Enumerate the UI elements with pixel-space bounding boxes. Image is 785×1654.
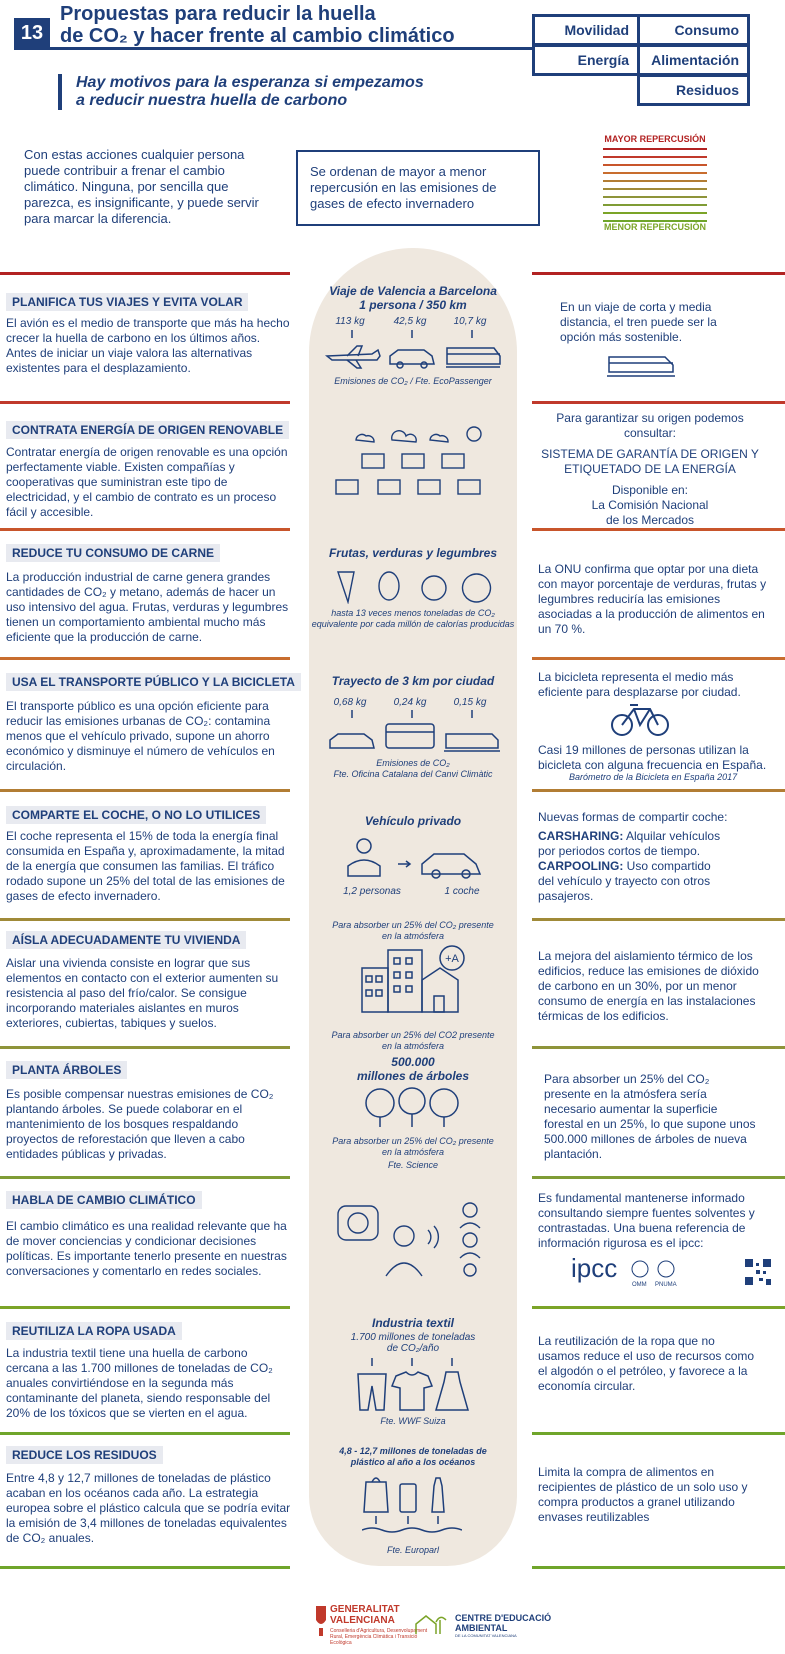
scale-line [603, 212, 707, 214]
section-body-arboles: Es posible compensar nuestras emisiones de CO₂ plantando árboles. Se puede colaborar en el mantenimiento de los bosques respaldando proyectos de reforestación que lleven a cabo entidades públicas y privadas. [6, 1087, 274, 1161]
section-body-clima: El cambio climático es una realidad relevante que ha de mover conciencias y condicionar decisiones políticas. Es importante tenerlo presente en nuestras conversaciones y comentarlo en redes sociales. [6, 1219, 287, 1278]
right-text-transporte-2: Casi 19 millones de personas utilizan la bicicleta con alguna frecuencia en España. [538, 743, 767, 772]
right-note-transporte: Barómetro de la Bicicleta en España 2017 [569, 772, 738, 782]
section-divider [532, 918, 785, 921]
gv-crest-icon [314, 1606, 328, 1636]
section-divider [532, 1046, 785, 1049]
cea-logo-icon [412, 1612, 452, 1636]
section-divider [0, 401, 290, 404]
carsharing-label: CARSHARING: [538, 829, 624, 843]
center-title-ropa: Industria textil [371, 1316, 454, 1330]
vegetables-icon [334, 566, 494, 604]
clothes-icon [352, 1358, 472, 1412]
right-text-transporte-1: La bicicleta representa el medio más eficiente para desplazarse por ciudad. [538, 670, 741, 699]
solar-panels-icon [322, 418, 502, 508]
section-divider [0, 918, 290, 921]
category-alimentacion: Alimentación [637, 44, 750, 76]
section-divider [532, 401, 785, 404]
title-line-1: Propuestas para reducir la huella [60, 3, 376, 25]
center-note-viajes: Emisiones de CO₂ / Fte. EcoPassenger [334, 376, 492, 386]
page-title [60, 3, 500, 47]
right-text-carne: La ONU confirma que optar por una dieta con mayor porcentaje de verduras, frutas y legumbres reduciría las emisiones asociadas a la producción de alimentos en un 70 %. [538, 562, 767, 636]
legend-bottom-label: MENOR REPERCUSIÓN [603, 222, 706, 232]
center-note-ropa: Fte. WWF Suiza [380, 1416, 446, 1426]
train-icon [607, 354, 677, 378]
section-head-ropa: REUTILIZA LA ROPA USADA [6, 1322, 182, 1340]
section-head-arboles: PLANTA ÁRBOLES [6, 1061, 127, 1079]
right-text-vivienda: La mejora del aislamiento térmico de los edificios, reduce las emisiones de dióxido de carbono en un 30%, por un menor consumo de energía en las instalaciones térmicas de los edificios. [538, 949, 759, 1023]
scale-line [603, 196, 707, 198]
un-logos-icon [630, 1258, 690, 1280]
section-divider [0, 1432, 290, 1435]
section-head-vivienda: AÍSLA ADECUADAMENTE TU VIVIENDA [6, 931, 246, 949]
section-head-clima: HABLA DE CAMBIO CLIMÁTICO [6, 1191, 202, 1209]
gv-logo-text: GENERALITAT VALENCIANA [330, 1604, 400, 1626]
transport-icons [322, 330, 502, 370]
right-text-energia-2: SISTEMA DE GARANTÍA DE ORIGEN Y ETIQUETADO DE LA ENERGÍA [541, 447, 759, 476]
section-head-carne: REDUCE TU CONSUMO DE CARNE [6, 544, 220, 562]
center-note-carne: hasta 13 veces menos toneladas de CO₂ equivalente por cada millón de calorías producidas [311, 608, 515, 629]
center-note-transporte: Emisiones de CO₂ Fte. Oficina Catalana del Canvi Climàtic [333, 758, 493, 779]
section-divider [532, 528, 785, 531]
omm-logo: OMM [632, 1282, 647, 1288]
trees-icon [362, 1087, 462, 1127]
center-title-viajes: Viaje de Valencia a Barcelona 1 persona / 350 km [329, 284, 497, 312]
building-icon [358, 944, 468, 1014]
carpooling-text: Uso compartido del vehículo y trayecto con otros pasajeros. [538, 859, 711, 903]
title-rule [14, 47, 534, 50]
right-text-energia-1: Para garantizar su origen podemos consultar: [556, 411, 744, 440]
section-divider [532, 789, 785, 792]
section-body-ropa: La industria textil tiene una huella de carbono cercana a las 1.700 millones de toneladas de CO₂ anuales convirtiéndose en la segunda más contaminante del planeta, siendo responsable del 20% de los tóxicos que se vierten en el agua. [6, 1346, 273, 1420]
qr-code-icon [745, 1259, 771, 1285]
right-text-clima: Es fundamental mantenerse informado consultando siempre fuentes solventes y contrastadas. Una buena referencia de información rigurosa es el ipcc: [538, 1191, 755, 1250]
category-energia: Energía [532, 44, 640, 76]
scale-line [603, 180, 707, 182]
value-plane: 113 kg [335, 316, 365, 327]
section-divider [0, 1046, 290, 1049]
center-note-residuos: Fte. Europarl [386, 1545, 440, 1555]
section-divider [0, 272, 290, 275]
right-text-ropa: La reutilización de la ropa que no usamos reduce el uso de recursos como el algodón o el petróleo, y favorece a la economía circular. [538, 1334, 755, 1393]
pnuma-logo: PNUMA [655, 1282, 677, 1288]
section-body-energia: Contratar energía de origen renovable es una opción perfectamente viable. Existen compañías y cooperativas que suministran este tipo de electricidad, y el cambio de contrato es un proceso fácil y accesible. [6, 445, 288, 519]
plastic-waste-icon [362, 1472, 462, 1536]
center-title-arboles-3: Para absorber un 25% del CO₂ presente en la atmósfera [332, 1136, 494, 1157]
subtitle [58, 74, 478, 110]
section-body-transporte: El transporte público es una opción eficiente para reducir las emisiones urbanas de CO₂: contamina menos que el vehículo privado, supone un ahorro económico y disminuye el número de vehículos en circulación. [6, 699, 275, 773]
communication-icon [334, 1198, 494, 1284]
scale-line [603, 172, 707, 174]
center-title-residuos: 4,8 - 12,7 millones de toneladas de plástico al año a los océanos [339, 1446, 487, 1467]
section-head-transporte: USA EL TRANSPORTE PÚBLICO Y LA BICICLETA [6, 673, 301, 691]
section-body-viajes: El avión es el medio de transporte que más ha hecho crecer la huella de carbono en los últimos años. Antes de iniciar un viaje valora las alternativas existentes para el desplazamiento. [6, 316, 290, 375]
intro-box: Se ordenan de mayor a menor repercusión en las emisiones de gases de efecto invernadero [296, 150, 540, 226]
ipcc-logo: ipcc [571, 1253, 618, 1283]
gv-logo-subtext: Conselleria d'Agricultura, Desenvolupament Rural, Emergència Climàtica i Transició Ecològica [330, 1628, 428, 1646]
section-number: 13 [14, 18, 50, 48]
subtitle-line-1: Hay motivos para la esperanza si empezamos [76, 74, 424, 91]
scale-line [603, 156, 707, 158]
carsharing-text: Alquilar vehículos por periodos cortos de tiempo. [538, 829, 721, 858]
right-text-energia-3: Disponible en: La Comisión Nacional de los Mercados [591, 483, 709, 527]
section-head-viajes: PLANIFICA TUS VIAJES Y EVITA VOLAR [6, 293, 248, 311]
section-head-energia: CONTRATA ENERGÍA DE ORIGEN RENOVABLE [6, 421, 289, 439]
section-body-residuos: Entre 4,8 y 12,7 millones de toneladas de plástico acaban en los océanos cada año. La estrategia europea sobre el plástico calcula que se podría evitar la emisión de 3,4 millones de toneladas equivalentes de CO₂ anuales. [6, 1471, 291, 1545]
section-divider [0, 789, 290, 792]
section-divider [0, 1566, 290, 1569]
center-title-arboles-2: 500.000 millones de árboles [356, 1055, 470, 1083]
section-divider [532, 657, 785, 660]
section-head-coche: COMPARTE EL COCHE, O NO LO UTILICES [6, 806, 266, 824]
category-movilidad: Movilidad [532, 14, 640, 46]
category-residuos: Residuos [637, 74, 750, 106]
section-divider [532, 1176, 785, 1179]
cea-logo-subtext: DE LA COMUNITAT VALENCIANA [455, 1633, 517, 1638]
right-text-residuos: Limita la compra de alimentos en recipientes de plástico de un solo uso y compra productos a granel utilizando envases reutilizables [538, 1465, 748, 1524]
car-sharing-icon [340, 836, 490, 880]
right-text-coche-1: Nuevas formas de compartir coche: [538, 810, 728, 824]
section-divider [0, 1176, 290, 1179]
right-text-coche-3 [538, 859, 728, 904]
section-divider [0, 1306, 290, 1309]
section-divider [0, 528, 290, 531]
value-cars: 1 coche [444, 886, 480, 897]
center-title-vivienda: Para absorber un 25% del CO₂ presente en la atmósfera [332, 920, 494, 941]
value-bus: 0,24 kg [393, 697, 427, 708]
right-text-viajes: En un viaje de corta y media distancia, el tren puede ser la opción más sostenible. [560, 300, 717, 344]
section-divider [532, 1306, 785, 1309]
title-line-2: de CO₂ y hacer frente al cambio climático [60, 25, 455, 47]
value-train: 10,7 kg [453, 316, 487, 327]
center-title-carne: Frutas, verduras y legumbres [328, 546, 498, 560]
center-title-arboles-1: Para absorber un 25% del CO2 presente en la atmósfera [331, 1030, 495, 1051]
right-text-coche-2 [538, 829, 728, 859]
legend-top-label: MAYOR REPERCUSIÓN [604, 134, 706, 144]
carpooling-label: CARPOOLING: [538, 859, 624, 873]
center-note-arboles: Fte. Science [387, 1160, 439, 1170]
center-title-transporte: Trayecto de 3 km por ciudad [331, 674, 495, 688]
section-divider [532, 1432, 785, 1435]
center-sub-ropa: 1.700 millones de toneladas de CO₂/año [350, 1332, 476, 1354]
scale-line [603, 188, 707, 190]
value-car-city: 0,68 kg [333, 697, 367, 708]
section-body-vivienda: Aislar una vivienda consiste en lograr que sus elementos en contacto con el exterior aumenten su resistencia al paso del frío/calor. Se consigue incorporando materiales aislantes en muros exteriores, cubiertas, tabiques y suelos. [6, 956, 279, 1030]
section-body-coche: El coche representa el 15% de toda la energía final consumida en España y, aproximadamente, la mitad de la energía que consumen las familias. El tráfico rodado supone un 25% del total de las emisiones de gases de efecto invernadero. [6, 829, 285, 903]
value-tram: 0,15 kg [453, 697, 487, 708]
bicycle-icon [610, 703, 670, 737]
section-divider [532, 272, 785, 275]
section-body-carne: La producción industrial de carne genera grandes cantidades de CO₂ y metano, además de hacer un uso intensivo del agua. Frutas, verduras y legumbres tienen un comportamiento ambiental mucho más eficiente que la producción de carne. [6, 570, 289, 644]
section-divider [0, 657, 290, 660]
right-text-arboles: Para absorber un 25% del CO₂ presente en la atmósfera sería necesario aumentar la superficie forestal en un 25%, lo que supone unos 500.000 millones de árboles de nueva plantación. [544, 1072, 756, 1161]
value-car: 42,5 kg [393, 316, 427, 327]
section-divider [532, 1566, 785, 1569]
section-head-residuos: REDUCE LOS RESIDUOS [6, 1446, 163, 1464]
cea-logo-text: CENTRE D'EDUCACIÓ AMBIENTAL [455, 1613, 552, 1633]
scale-line [603, 148, 707, 150]
subtitle-line-2: a reducir nuestra huella de carbono [76, 92, 348, 109]
center-title-coche: Vehículo privado [364, 814, 462, 828]
city-transport-icons [322, 710, 502, 754]
efficiency-badge: +A [445, 953, 459, 965]
scale-line [603, 204, 707, 206]
category-consumo: Consumo [637, 14, 750, 46]
value-people: 1,2 personas [343, 886, 401, 897]
scale-line [603, 164, 707, 166]
intro-text: Con estas acciones cualquier persona puede contribuir a frenar el cambio climático. Ninguna, por sencilla que parezca, es insignificante, y puede servir para marcar la diferencia. [24, 147, 259, 226]
